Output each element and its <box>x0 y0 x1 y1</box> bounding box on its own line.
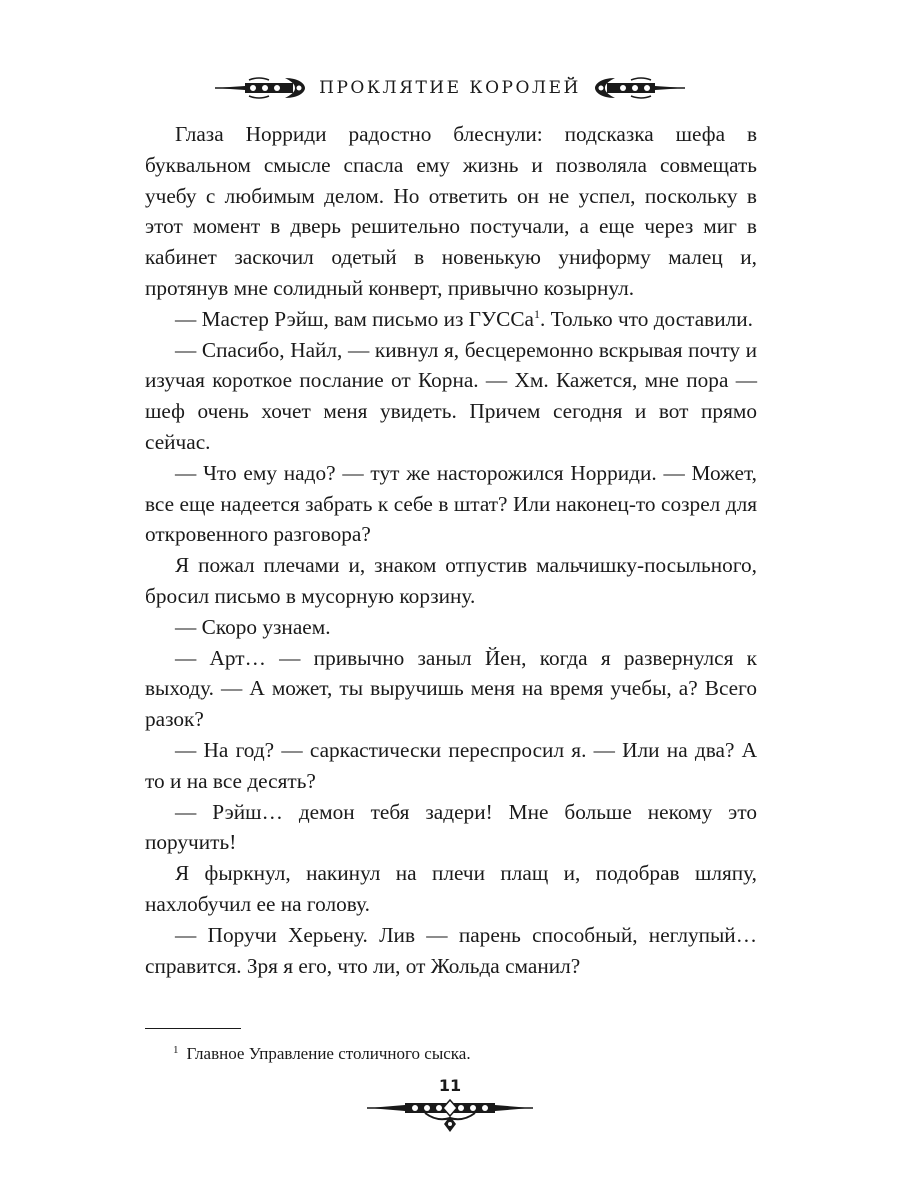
paragraph: — На год? — саркастически переспросил я. — Или на два? А то и на все десять? <box>145 737 757 793</box>
footnote-reference: 1 <box>533 306 540 321</box>
footnote-mark: 1 <box>173 1044 179 1056</box>
scroll-ornament-left-icon <box>215 74 307 102</box>
paragraph: Я фыркнул, накинул на плечи плащ и, подобрав шляпу, нахлобучил ее на голову. <box>145 861 757 916</box>
footnote <box>145 1039 757 1065</box>
running-header <box>0 70 900 106</box>
paragraph: — Что ему надо? — тут же насторожился Норриди. — Может, все еще надеется забрать к себе в штат? Или наконец-то созрел для откровенного разговора? <box>145 460 757 547</box>
paragraph: Я пожал плечами и, знаком отпустив мальчишку-посыльного, бросил письмо в мусорную корзину. <box>145 553 757 608</box>
footnote-text: Главное Управление столичного сыска. <box>186 1044 471 1063</box>
paragraph: — Рэйш… демон тебя задери! Мне больше некому это поручить! <box>145 799 757 855</box>
paragraph: — Мастер Рэйш, вам письмо из ГУССа$^1$. Только что доставили. <box>175 306 753 331</box>
paragraph: — Арт… — привычно заныл Йен, когда я развернулся к выходу. — А может, ты выручишь меня на время учебы, а? Всего разок? <box>145 645 757 732</box>
paragraph: — Скоро узнаем. <box>175 614 331 639</box>
paragraph: — Спасибо, Найл, — кивнул я, бесцеремонно вскрывая почту и изучая короткое послание от Корна. — Хм. Кажется, мне пора — шеф очень хочет меня увидеть. Причем сегодня и вот прямо сейчас. <box>145 337 757 454</box>
footnote-divider <box>145 1028 241 1029</box>
body-text <box>145 119 757 981</box>
running-head-title: ПРОКЛЯТИЕ КОРОЛЕЙ <box>319 78 581 98</box>
paragraph: Глаза Норриди радостно блеснули: подсказка шефа в буквальном смысле спасла ему жизнь и позволяла совмещать учебу с любимым делом. Но ответить он не успел, поскольку в этот момент в дверь решительно постучали, а еще через миг в кабинет заскочил одетый в новенькую униформу малец и, протянув мне солидный конверт, привычно козырнул. <box>145 122 757 300</box>
scroll-ornament-right-icon <box>593 74 685 102</box>
paragraph: — Поручи Херьену. Лив — парень способный, неглупый… справится. Зря я его, что ли, от Жольда сманил? <box>145 922 757 978</box>
scroll-ornament-bottom-icon <box>365 1096 535 1134</box>
page-number: 11 <box>438 1076 462 1095</box>
